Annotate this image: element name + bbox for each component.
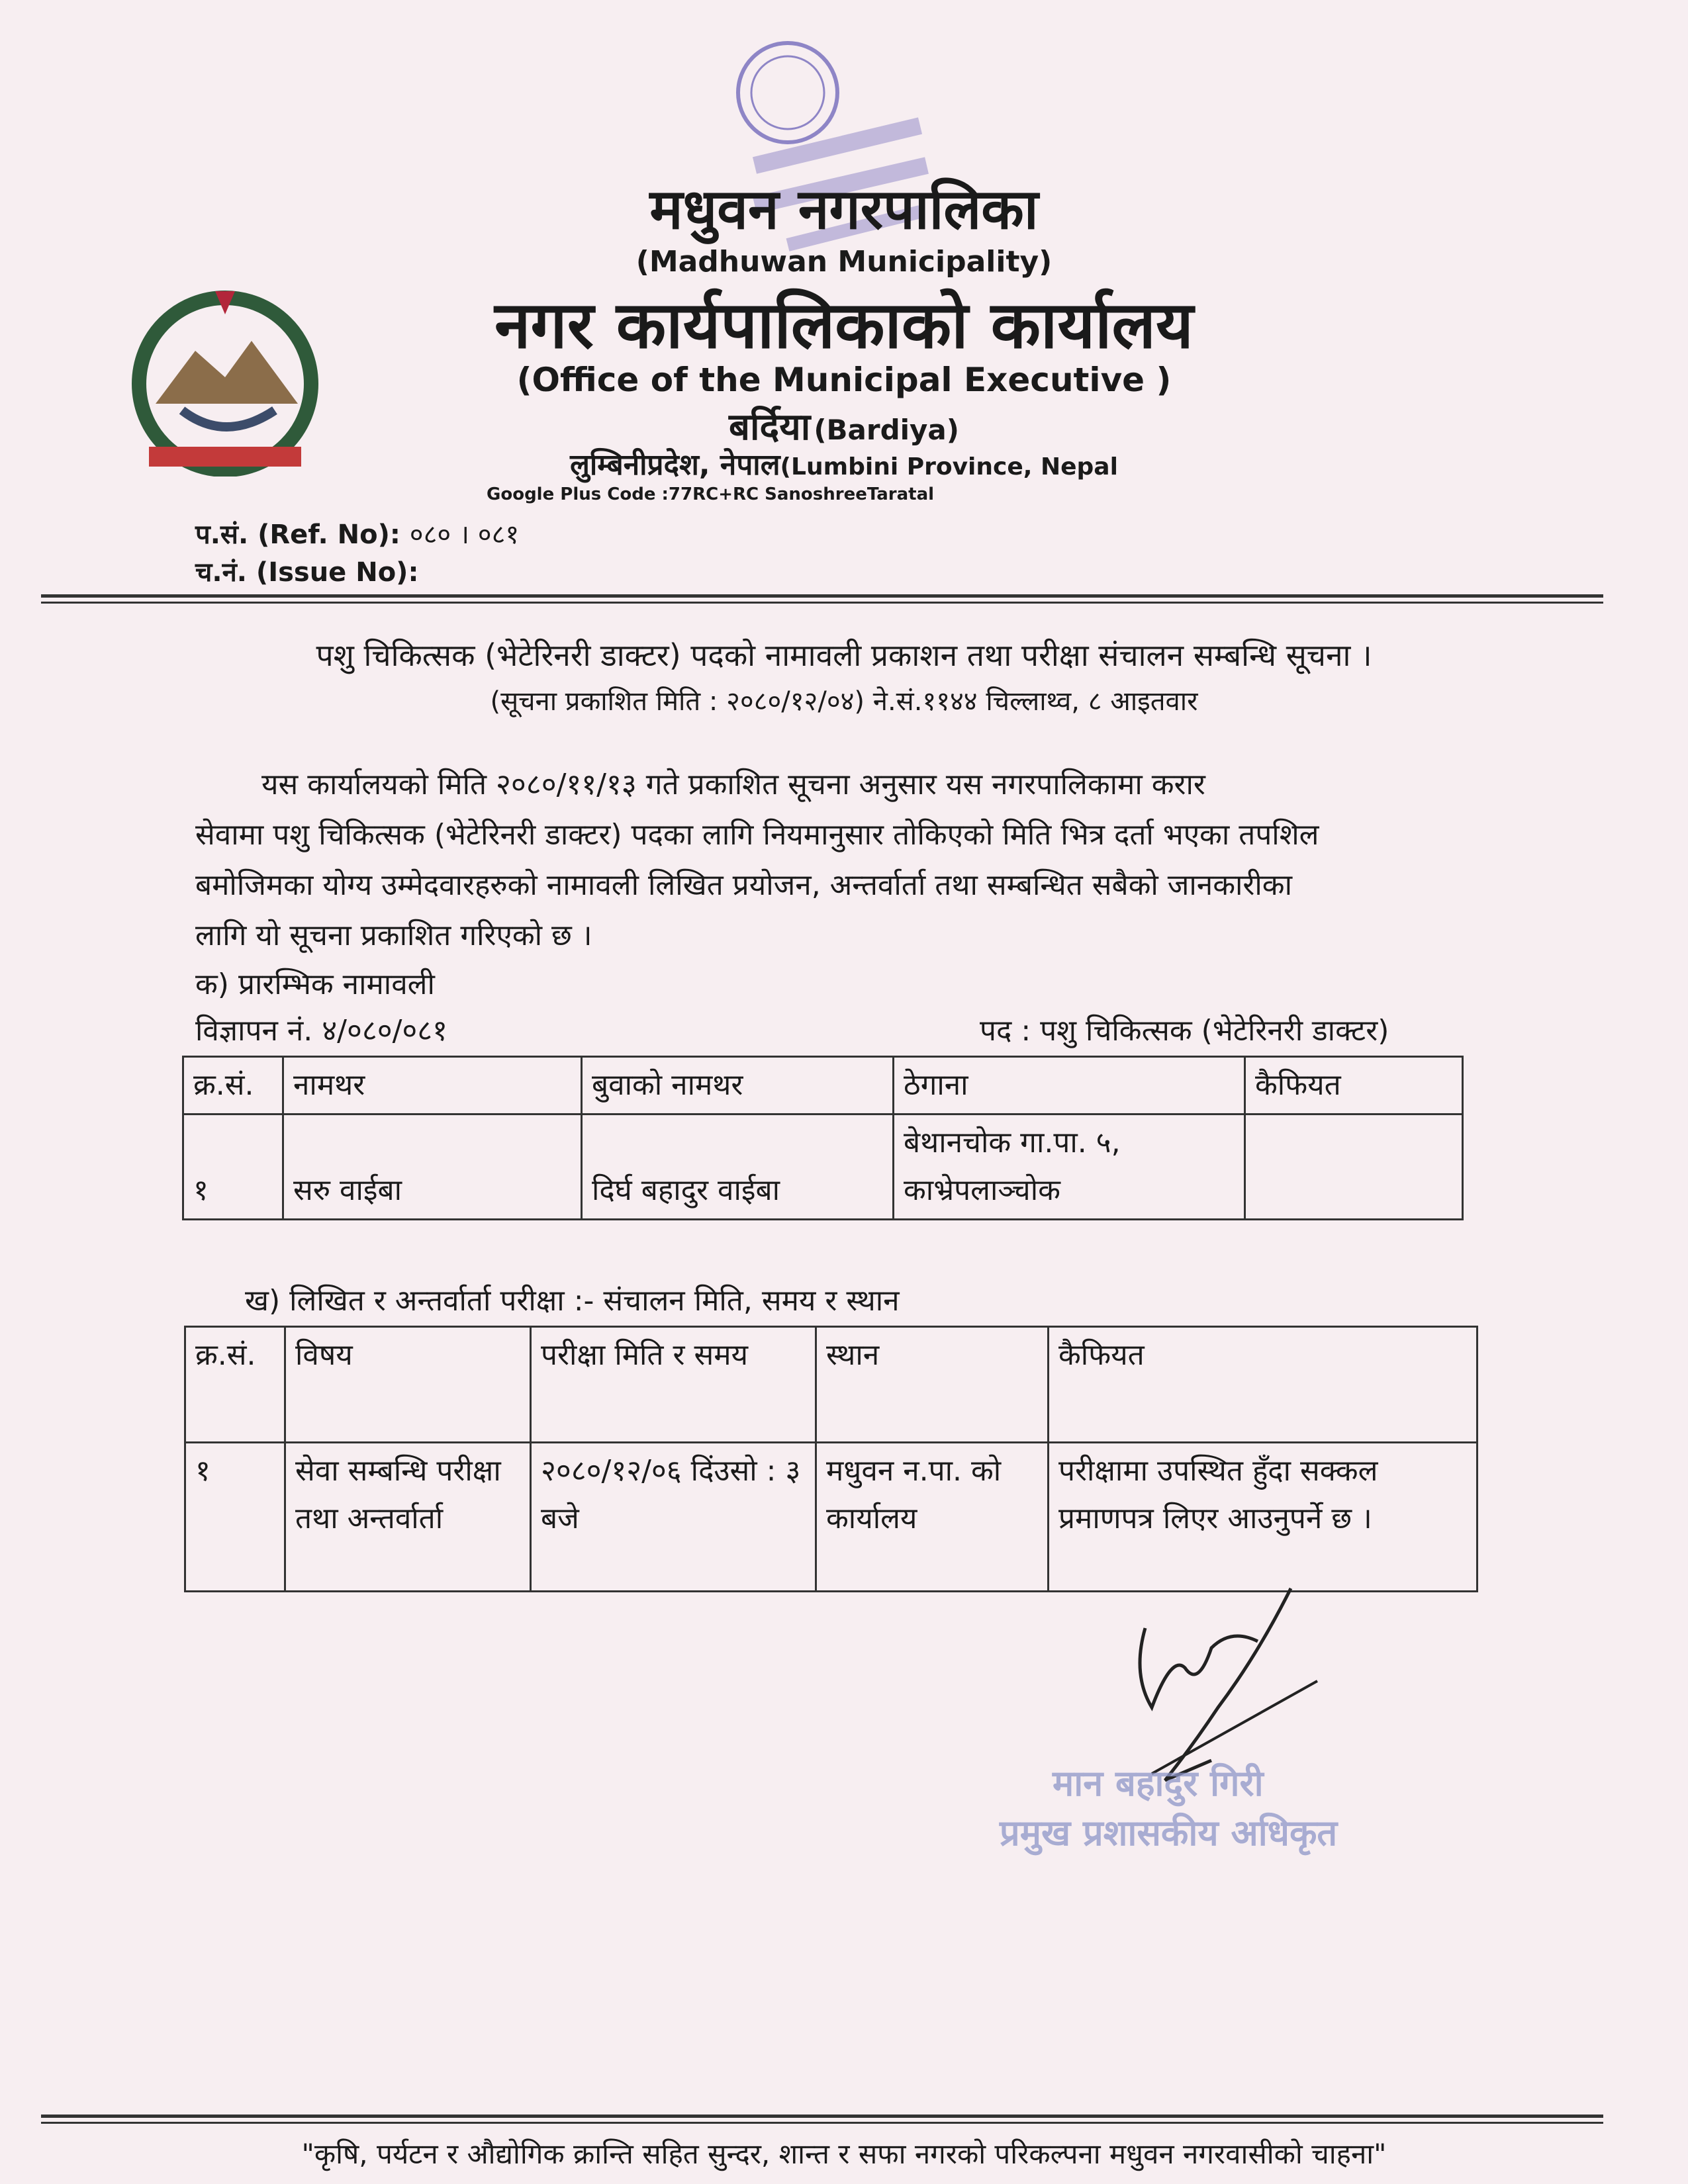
cell-sn: १ xyxy=(185,1443,285,1592)
cell-father-name: दिर्घ बहादुर वाईबा xyxy=(582,1115,894,1220)
district-en: (Bardiya) xyxy=(814,414,959,446)
footer-slogan: "कृषि, पर्यटन र औद्योगिक क्रान्ति सहित सुन्दर, शान्त र सफा नगरको परिकल्पना मधुवन नगरवासीको चाहना" xyxy=(301,2138,1387,2170)
cell-remarks: परीक्षामा उपस्थित हुँदा सक्कल प्रमाणपत्र लिएर आउनुपर्ने छ । xyxy=(1049,1443,1477,1592)
notice-title: पशु चिकित्सक (भेटेरिनरी डाक्टर) पदको नामावली प्रकाशन तथा परीक्षा संचालन सम्बन्धि सूचना । xyxy=(316,637,1372,673)
exam-schedule-table xyxy=(184,1326,1478,1592)
org-name-np: मधुवन नगरपालिका xyxy=(649,177,1039,242)
col-father-name: बुवाको नामथर xyxy=(582,1057,894,1115)
officer-stamp xyxy=(993,1747,1390,1899)
col-address: ठेगाना xyxy=(894,1057,1245,1115)
section-b-heading: ख) लिखित र अन्तर्वार्ता परीक्षा :- संचालन मिति, समय र स्थान xyxy=(245,1284,900,1318)
province-en: (Lumbini Province, Nepal xyxy=(780,453,1118,480)
body-line-3: बमोजिमका योग्य उम्मेदवारहरुको नामावली लिखित प्रयोजन, अन्तर्वार्ता तथा सम्बन्धित सबैको जानकारीका xyxy=(195,868,1292,902)
officer-name: मान बहादुर गिरी xyxy=(1053,1762,1264,1804)
body-line-1: यस कार्यालयको मिति २०८०/११/१३ गते प्रकाशित सूचना अनुसार यस नगरपालिकामा करार xyxy=(261,768,1205,801)
plus-code: Google Plus Code :77RC+RC SanoshreeTaratal xyxy=(487,484,935,504)
body-line-4: लागि यो सूचना प्रकाशित गरिएको छ । xyxy=(195,919,592,952)
col-sn: क्र.सं. xyxy=(183,1057,283,1115)
org-name-en: (Madhuwan Municipality) xyxy=(635,245,1053,279)
cell-sn: १ xyxy=(183,1115,283,1220)
table-header-row xyxy=(183,1057,1463,1115)
table-row xyxy=(185,1443,1477,1592)
cell-exam-datetime: २०८०/१२/०६ दिंउसो : ३ बजे xyxy=(531,1443,816,1592)
col-remarks: कैफियत xyxy=(1245,1057,1463,1115)
cell-venue: मधुवन न.पा. को कार्यालय xyxy=(816,1443,1049,1592)
issue-label: च.नं. (Issue No): xyxy=(195,557,419,588)
table-row xyxy=(183,1115,1463,1220)
post-name: पद : पशु चिकित्सक (भेटेरिनरी डाक्टर) xyxy=(980,1014,1389,1048)
cell-name: सरु वाईबा xyxy=(283,1115,582,1220)
notice-date: (सूचना प्रकाशित मिति : २०८०/१२/०४) ने.सं.११४४ चिल्लाथ्व, ८ आइतवार xyxy=(490,686,1198,717)
section-a-heading: क) प्रारम्भिक नामावली xyxy=(195,968,435,1001)
col-exam-datetime: परीक्षा मिति र समय xyxy=(531,1327,816,1443)
cell-remarks xyxy=(1245,1115,1463,1220)
col-venue: स्थान xyxy=(816,1327,1049,1443)
province-line xyxy=(0,443,1688,483)
ad-number: विज्ञापन नं. ४/०८०/०८१ xyxy=(195,1014,448,1048)
office-name-np: नगर कार्यपालिकाको कार्यालय xyxy=(494,288,1194,363)
ref-label: प.सं. (Ref. No): xyxy=(195,520,400,550)
officer-title: प्रमुख प्रशासकीय अधिकृत xyxy=(1000,1812,1338,1854)
ref-no xyxy=(195,515,519,551)
office-name-en: (Office of the Municipal Executive ) xyxy=(516,361,1172,399)
footer-divider xyxy=(41,2115,1603,2124)
candidate-table xyxy=(182,1056,1464,1220)
header-divider xyxy=(41,594,1603,604)
body-line-2: सेवामा पशु चिकित्सक (भेटेरिनरी डाक्टर) पदका लागि नियमानुसार तोकिएको मिति भित्र दर्ता भएका तपशिल xyxy=(195,818,1319,852)
col-remarks: कैफियत xyxy=(1049,1327,1477,1443)
table-header-row xyxy=(185,1327,1477,1443)
cell-address: बेथानचोक गा.पा. ५, काभ्रेपलाञ्चोक xyxy=(894,1115,1245,1220)
cell-subject: सेवा सम्बन्धि परीक्षा तथा अन्तर्वार्ता xyxy=(285,1443,531,1592)
col-name: नामथर xyxy=(283,1057,582,1115)
col-subject: विषय xyxy=(285,1327,531,1443)
ref-value: ०८० । ०८१ xyxy=(409,520,520,550)
district-np: बर्दिया xyxy=(729,406,811,449)
col-sn: क्र.सं. xyxy=(185,1327,285,1443)
province-np: लुम्बिनीप्रदेश, नेपाल xyxy=(570,448,780,482)
